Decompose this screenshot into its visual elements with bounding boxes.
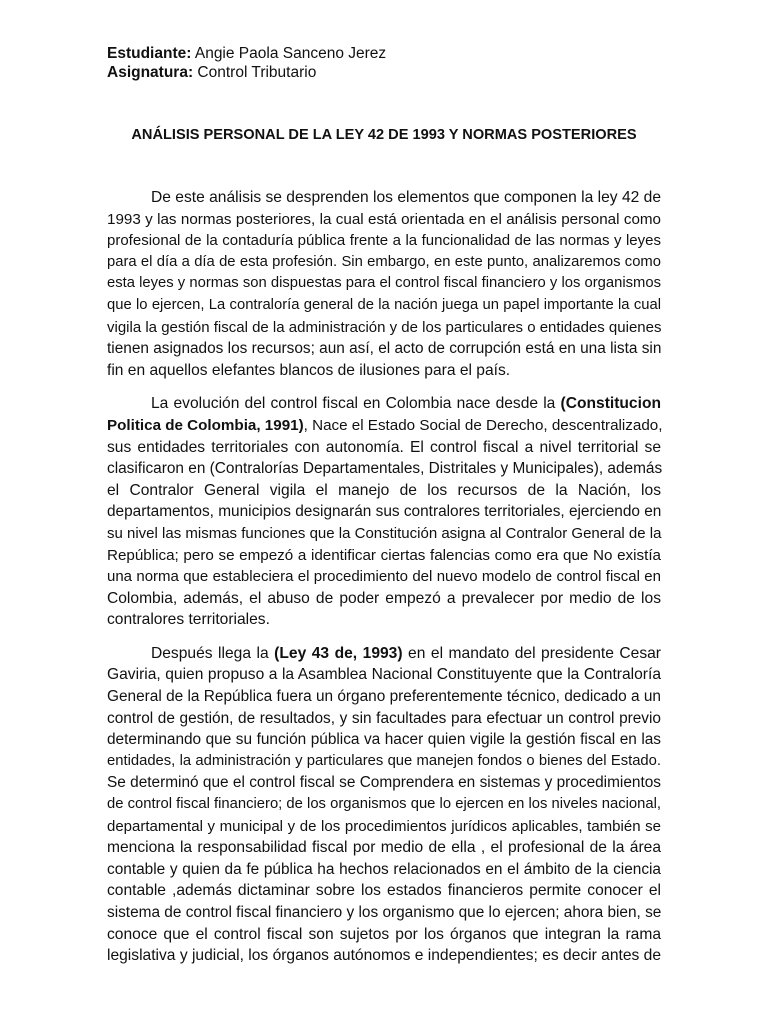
document-page <box>107 44 661 967</box>
paragraph-line: conoce que el control fiscal son sujetos por los órganos que integran la rama <box>107 925 661 943</box>
subject-label: Asignatura: <box>107 64 194 81</box>
paragraph-line: Se determinó que el control fiscal se Comprendera en sistemas y procedimientos <box>107 774 661 792</box>
paragraph-line: contralores territoriales. <box>107 611 270 629</box>
paragraph-line: fin en aquellos elefantes blancos de ilusiones para el país. <box>107 361 511 379</box>
citation-ley-43: (Ley 43 de, 1993) <box>274 644 403 662</box>
paragraph-line: departamentos, municipios designarán sus contralores territoriales, ejerciendo en <box>107 503 662 521</box>
citation-constitucion-cont: Politica de Colombia, 1991) <box>107 416 304 434</box>
paragraph-line <box>107 415 661 437</box>
paragraph-line: que lo ejercen, La contraloría general de la nación juega un papel importante la cual <box>107 296 661 313</box>
text-run: en el mandato del presidente Cesar <box>402 644 661 662</box>
paragraph-line: legislativa y judicial, los órganos autónomos e independientes; es decir antes de <box>107 947 661 965</box>
paragraph-line: contable ,además dictaminar sobre los estados financieros permite conocer el <box>107 882 661 900</box>
document-title: ANÁLISIS PERSONAL DE LA LEY 42 DE 1993 Y NORMAS POSTERIORES <box>131 127 637 143</box>
paragraph-line: profesional de la contaduría pública frente a la funcionalidad de las normas y leyes <box>107 232 661 250</box>
paragraph-line: sus entidades territoriales con autonomía. El control fiscal a nivel territorial se <box>107 438 661 456</box>
paragraph-line: vigila la gestión fiscal de la administración y de los particulares o entidades quienes <box>107 318 662 336</box>
paragraph-line: clasificaron en (Contralorías Departamentales, Distritales y Municipales), además <box>107 460 663 478</box>
text-run: Después llega la <box>151 644 275 662</box>
paragraph-line: menciona la responsabilidad fiscal por medio de ella , el profesional de la área <box>107 839 661 857</box>
paragraph-line: sistema de control fiscal financiero y los organismo que lo ejercen; ahora bien, se <box>107 904 662 921</box>
paragraph-line: General de la República fuera un órgano preferentemente técnico, dedicado a un <box>107 688 661 706</box>
paragraph-2 <box>107 393 661 631</box>
paragraph-line: entidades, la administración y particulares que manejen fondos o bienes del Estado. <box>107 752 661 769</box>
paragraph-line: el Contralor General vigila el manejo de los recursos de la Nación, los <box>107 481 661 499</box>
paragraph-line: esta leyes y normas son dispuestas para el control fiscal financiero y los organismos <box>107 275 661 292</box>
paragraph-line: una norma que estableciera el procedimiento del nuevo modelo de control fiscal en <box>107 568 661 586</box>
paragraph-line: determinando que su función pública va hacer quien vigile la gestión fiscal en las <box>107 731 661 749</box>
text-run: , Nace el Estado Social de Derecho, descentralizado, <box>303 416 663 434</box>
paragraph-line: su nivel las mismas funciones que la Constitución asigna al Contralor General de la <box>107 524 662 542</box>
text-run: La evolución del control fiscal en Colombia nace desde la <box>151 395 561 413</box>
student-label: Estudiante: <box>107 45 192 62</box>
paragraph-line: control de gestión, de resultados, y sin facultades para efectuar un control previo <box>107 709 661 727</box>
paragraph-line <box>107 643 661 665</box>
paragraph-line: Gaviria, quien propuso a la Asamblea Nacional Constituyente que la Contraloría <box>107 666 661 684</box>
paragraph-3 <box>107 643 661 967</box>
paragraph-line: De este análisis se desprenden los elementos que componen la ley 42 de <box>151 189 661 206</box>
paragraph-line: para el día a día de esta profesión. Sin embargo, en este punto, analizaremos como <box>107 253 661 270</box>
subject-name: Control Tributario <box>193 64 317 81</box>
paragraph-1 <box>107 187 661 381</box>
paragraph-line: República; pero se empezó a identificar ciertas falencias como era que No existía <box>107 546 661 564</box>
student-line <box>107 44 661 63</box>
paragraph-line: contable y quien da fe pública ha hechos relacionados en el ámbito de la ciencia <box>107 860 661 878</box>
paragraph-line <box>107 393 661 415</box>
paragraph-line: Colombia, además, el abuso de poder empezó a prevalecer por medio de los <box>107 589 661 607</box>
paragraph-line: 1993 y las normas posteriores, la cual está orientada en el análisis personal como <box>107 210 661 228</box>
paragraph-line: tienen asignados los recursos; aun así, el acto de corrupción está en una lista sin <box>107 340 662 358</box>
subject-line <box>107 63 661 82</box>
citation-constitucion: (Constitucion <box>560 395 661 413</box>
paragraph-line: de control fiscal financiero; de los organismos que lo ejercen en los niveles nacional, <box>107 796 661 813</box>
student-name: Angie Paola Sanceno Jerez <box>191 45 387 62</box>
paragraph-line: departamental y municipal y de los procedimientos jurídicos aplicables, también se <box>107 817 661 835</box>
